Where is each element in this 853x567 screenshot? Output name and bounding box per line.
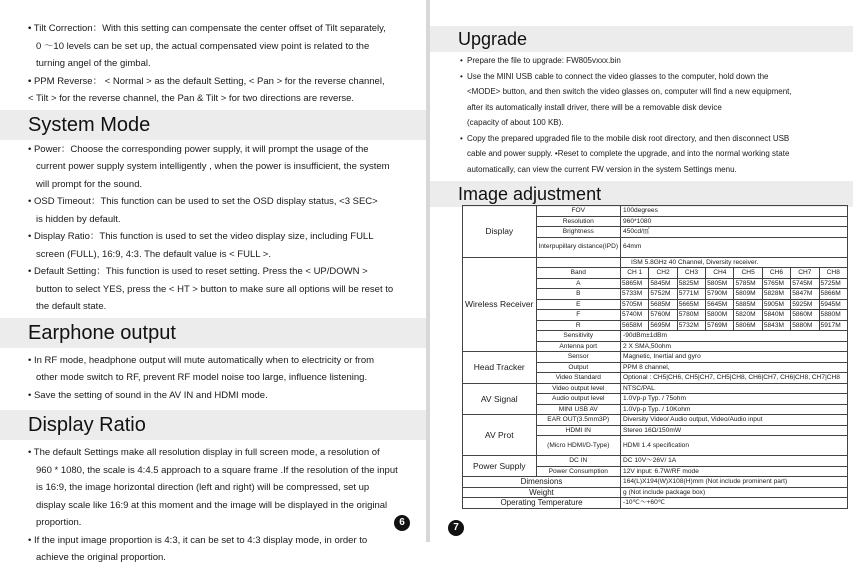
text-line: Prepare the file to upgrade: FW805vxxx.bin xyxy=(467,56,621,65)
frequency-cell: 5917M xyxy=(819,320,847,331)
spec-value: 1.0Vp-p Typ. / 75ohm xyxy=(621,394,848,405)
table-row xyxy=(463,498,848,509)
spec-label: Antenna port xyxy=(536,341,621,352)
frequency-cell: 5847M xyxy=(791,289,819,300)
text-line: • Display Ratio：This function is used to set the video display size, including FULL xyxy=(28,231,374,242)
spec-label: EAR OUT(3.5mm3P) xyxy=(536,415,621,426)
text-line: Copy the prepared upgraded file to the mobile disk root directory, and then disconnect USB xyxy=(467,133,790,143)
spec-value: 12V input: 6.7W/RF mode xyxy=(621,466,848,477)
text-line: • Save the setting of sound in the AV IN and HDMI mode. xyxy=(28,389,268,401)
frequency-cell: 5790M xyxy=(706,289,734,300)
spec-label: Output xyxy=(536,362,621,373)
frequency-cell: 5880M xyxy=(819,310,847,321)
tilt-correction-item xyxy=(28,20,406,38)
upgrade-list xyxy=(430,53,853,177)
frequency-cell: 5825M xyxy=(677,278,705,289)
text-line: • Power：Choose the corresponding power supply, it will prompt the usage of the xyxy=(28,143,369,155)
spec-value: Optional : CH5|CH6, CH5|CH7, CH5|CH8, CH6|CH7, CH6|CH8, CH7|CH8 xyxy=(621,373,848,384)
text-line: • OSD Timeout：This function can be used to set the OSD display status, <3 SEC> xyxy=(28,196,378,207)
channel-header: CH4 xyxy=(706,268,734,279)
text-line: current power supply system intelligently , when the power is insufficient, the system xyxy=(36,161,390,172)
spec-value: Stereo 16Ω/150mW xyxy=(621,425,848,436)
spec-value: DC 10V～26V/ 1A xyxy=(621,456,848,467)
frequency-cell: 5665M xyxy=(677,299,705,310)
category-cell: Power Supply xyxy=(463,456,537,477)
text-line: after its automatically install driver, there will be a removable disk device xyxy=(467,102,722,112)
left-page-content xyxy=(28,20,406,567)
text-line: cable and power supply. •Reset to complete the upgrade, and into the normal working state xyxy=(467,149,790,158)
frequency-cell: 5845M xyxy=(649,278,677,289)
frequency-cell: 5925M xyxy=(791,299,819,310)
text-line: < Tilt > for the reverse channel, the Pan & Tilt > for two directions are reverse. xyxy=(28,93,355,104)
text-line: button to select YES, press the < HT > button to make sure all options will be reset to xyxy=(36,283,394,295)
text-line: • In RF mode, headphone output will mute automatically when to electricity or from xyxy=(28,354,375,366)
spec-table xyxy=(462,205,848,509)
frequency-cell: 5843M xyxy=(762,320,790,331)
frequency-cell: 5866M xyxy=(819,289,847,300)
spec-value: 100degrees xyxy=(621,206,848,217)
spec-value: 164(L)X194(W)X108(H)mm (Not include prominent part) xyxy=(621,477,848,488)
spec-value: 960*1080 xyxy=(621,216,848,227)
frequency-cell: 5785M xyxy=(734,278,762,289)
text-line: the default state. xyxy=(36,301,107,312)
spec-value: NTSC/PAL xyxy=(621,383,848,394)
frequency-cell: 5769M xyxy=(706,320,734,331)
frequency-cell: 5771M xyxy=(677,289,705,300)
table-row xyxy=(463,456,848,467)
table-row xyxy=(463,477,848,488)
table-row xyxy=(463,487,848,498)
frequency-cell: 5840M xyxy=(762,310,790,321)
text-line: • If the input image proportion is 4:3, it can be set to 4:3 display mode, in order to xyxy=(28,534,368,546)
spec-label: Brightness xyxy=(536,227,621,238)
text-line: Use the MINI USB cable to connect the video glasses to the computer, hold down the xyxy=(467,71,769,81)
spec-label: Sensitivity xyxy=(536,331,621,342)
text-line: • Default Setting：This function is used to reset setting. Press the < UP/DOWN > xyxy=(28,266,368,277)
frequency-cell: 5880M xyxy=(791,320,819,331)
page-number: 6 xyxy=(394,515,410,531)
band-name: A xyxy=(536,278,621,289)
left-page xyxy=(0,0,426,563)
frequency-cell: 5765M xyxy=(762,278,790,289)
frequency-cell: 5695M xyxy=(649,320,677,331)
spec-value: ISM 5.8GHz 40 Channel, Diversity receiver. xyxy=(621,257,848,268)
frequency-cell: 5905M xyxy=(762,299,790,310)
channel-header: CH7 xyxy=(791,268,819,279)
frequency-cell: 5658M xyxy=(621,320,649,331)
spec-label: FOV xyxy=(536,206,621,217)
table-row xyxy=(463,206,848,217)
earphone-output-list xyxy=(28,352,406,405)
channel-header: CH5 xyxy=(734,268,762,279)
spec-value: 2 X SMA,50ohm xyxy=(621,341,848,352)
spec-label: Operating Temperature xyxy=(463,498,621,509)
list-item xyxy=(460,69,845,85)
section-heading-system-mode: System Mode xyxy=(0,110,434,140)
spec-value: g (Not include package box) xyxy=(621,487,848,498)
system-mode-list xyxy=(28,141,406,316)
spec-value: 450cd/㎡ xyxy=(621,227,848,238)
spec-label: MINI USB AV xyxy=(536,404,621,415)
ppm-reverse-item xyxy=(28,73,406,91)
list-item xyxy=(460,131,845,147)
spec-label: (Micro HDMI/D-Type) xyxy=(536,436,621,456)
table-cell xyxy=(536,257,621,268)
text-line: • • PPM Reverse： < Normal > as the default Setting, < Pan > for the reverse channel, xyxy=(28,75,385,87)
table-row xyxy=(463,415,848,426)
channel-header: CH6 xyxy=(762,268,790,279)
band-name: R xyxy=(536,320,621,331)
frequency-cell: 5760M xyxy=(649,310,677,321)
frequency-cell: 5725M xyxy=(819,278,847,289)
spec-label: Dimensions xyxy=(463,477,621,488)
section-heading-upgrade: Upgrade xyxy=(430,26,853,52)
channel-header: CH8 xyxy=(819,268,847,279)
spec-label: Video Standard xyxy=(536,373,621,384)
spec-value: 64mm xyxy=(621,237,848,257)
frequency-cell: 5685M xyxy=(649,299,677,310)
category-cell: Display xyxy=(463,206,537,258)
category-cell: AV Prot xyxy=(463,415,537,456)
spec-label: Weight xyxy=(463,487,621,498)
frequency-cell: 5885M xyxy=(734,299,762,310)
text-line: display scale like 16:9 at this moment and the image will be displayed in the original xyxy=(36,499,388,511)
table-row xyxy=(463,257,848,268)
spec-label: Resolution xyxy=(536,216,621,227)
frequency-cell: 5645M xyxy=(706,299,734,310)
table-row xyxy=(463,383,848,394)
band-header: Band xyxy=(536,268,621,279)
text-line: will prompt for the sound. xyxy=(36,178,143,190)
text-line: screen (FULL), 16:9, 4:3. The default value is < FULL >. xyxy=(36,248,271,260)
right-page xyxy=(430,0,853,542)
text-line: other mode switch to RF, prevent RF model noise too large, influence listening. xyxy=(36,372,368,383)
frequency-cell: 5805M xyxy=(706,278,734,289)
section-heading-earphone-output: Earphone output xyxy=(0,318,434,348)
section-heading-display-ratio: Display Ratio xyxy=(0,410,434,440)
spec-label: HDMI IN xyxy=(536,425,621,436)
spec-label: Video output level xyxy=(536,383,621,394)
section-heading-image-adjustment: Image adjustment xyxy=(430,181,853,207)
spec-label: Sensor xyxy=(536,352,621,363)
category-cell: Wireless Receiver xyxy=(463,257,537,352)
frequency-cell: 5732M xyxy=(677,320,705,331)
text-line: achieve the original proportion. xyxy=(36,552,166,563)
text-line: turning angel of the gimbal. xyxy=(36,58,151,69)
channel-header: CH 1 xyxy=(621,268,649,279)
frequency-cell: 5865M xyxy=(621,278,649,289)
text-line: 0 ～10 levels can be set up, the actual compensated view point is related to the xyxy=(36,40,370,52)
band-name: F xyxy=(536,310,621,321)
frequency-cell: 5745M xyxy=(791,278,819,289)
right-page-content xyxy=(430,26,853,207)
frequency-cell: 5705M xyxy=(621,299,649,310)
spec-label: Interpupillary distance(IPD) xyxy=(536,237,621,257)
text-line: • • Tilt Correction：With this setting can compensate the center offset of Tilt separately, xyxy=(28,23,386,34)
frequency-cell: 5780M xyxy=(677,310,705,321)
spec-label: Power Consumption xyxy=(536,466,621,477)
frequency-cell: 5740M xyxy=(621,310,649,321)
frequency-cell: 5752M xyxy=(649,289,677,300)
text-line: automatically, can view the current FW version in the system Settings menu. xyxy=(467,164,737,174)
spec-value: HDMI 1.4 specification xyxy=(621,436,848,456)
spec-value: 1.0Vp-p Typ. / 10Kohm xyxy=(621,404,848,415)
text-line: • The default Settings make all resolution display in full screen mode, a resolution of xyxy=(28,447,380,458)
frequency-cell: 5860M xyxy=(791,310,819,321)
text-line: (capacity of about 100 KB). xyxy=(467,118,564,127)
display-ratio-list xyxy=(28,444,406,567)
table-row xyxy=(463,352,848,363)
channel-header: CH3 xyxy=(677,268,705,279)
page-number: 7 xyxy=(448,520,464,536)
text-line: is 16:9, the image horizontal direction (left and right) will be compressed, set up xyxy=(36,482,370,493)
spec-label: Audio output level xyxy=(536,394,621,405)
frequency-cell: 5733M xyxy=(621,289,649,300)
category-cell: Head Tracker xyxy=(463,352,537,384)
text-line: 960 * 1080, the scale is 4:4.5 approach to a square frame .If the resolution of the input xyxy=(36,464,398,476)
spec-value: -90dBm±1dBm xyxy=(621,331,848,342)
spec-value: -10℃～+60℃ xyxy=(621,498,848,509)
text-line: <MODE> button, and then switch the video glasses on, computer will find a new equipment, xyxy=(467,87,792,96)
band-name: E xyxy=(536,299,621,310)
band-name: B xyxy=(536,289,621,300)
spec-value: Diversity Video/ Audio output, Video/Audio input xyxy=(621,415,848,426)
spec-value: Magnetic, Inertial and gyro xyxy=(621,352,848,363)
text-line: proportion. xyxy=(36,517,82,528)
text-line: is hidden by default. xyxy=(36,213,121,225)
frequency-cell: 5806M xyxy=(734,320,762,331)
frequency-cell: 5945M xyxy=(819,299,847,310)
frequency-cell: 5800M xyxy=(706,310,734,321)
channel-header: CH2 xyxy=(649,268,677,279)
spec-value: PPM 8 channel, xyxy=(621,362,848,373)
frequency-cell: 5828M xyxy=(762,289,790,300)
spec-label: DC IN xyxy=(536,456,621,467)
frequency-cell: 5820M xyxy=(734,310,762,321)
list-item xyxy=(460,53,845,69)
category-cell: AV Signal xyxy=(463,383,537,415)
frequency-cell: 5809M xyxy=(734,289,762,300)
